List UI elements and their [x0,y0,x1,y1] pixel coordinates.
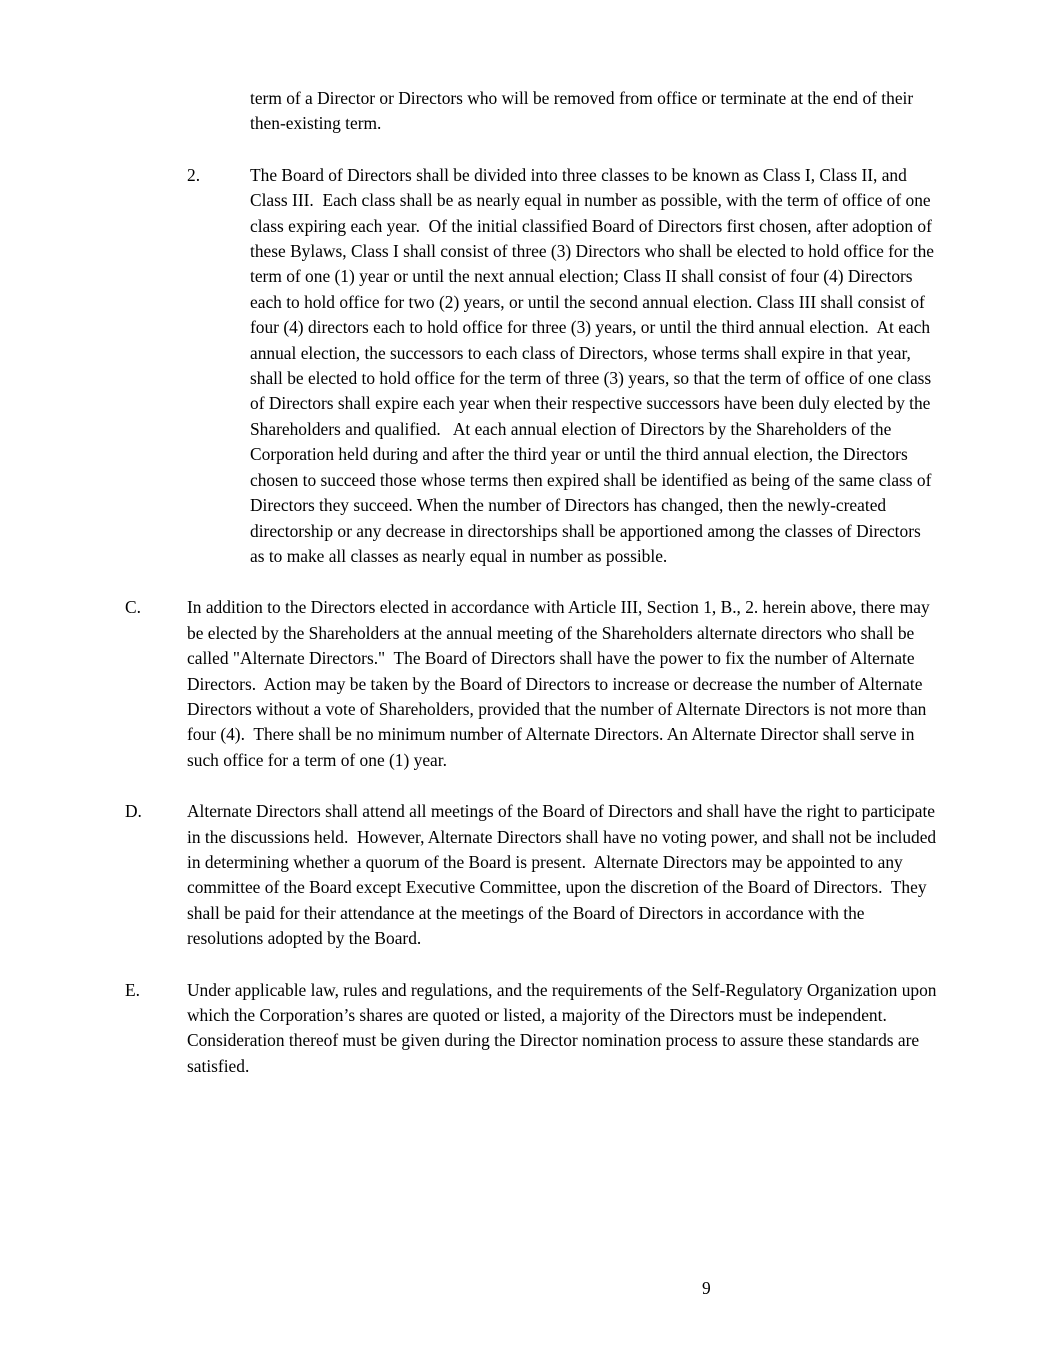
list-item-e [125,978,941,1080]
list-item-d [125,799,941,951]
item-text: In addition to the Directors elected in accordance with Article III, Section 1, B., 2. herein above, there may be elected by the Shareholders at the annual meeting of the Shareholders alternate directors who shall be called "Alternate Directors." The Board of Directors shall have the power to fix the number of Alternate Directors. Action may be taken by the Board of Directors to increase or decrease the number of Alternate Directors without a vote of Shareholders, provided that the number of Alternate Directors is not more than four (4). There shall be no minimum number of Alternate Directors. An Alternate Director shall serve in such office for a term of one (1) year. [187,597,935,770]
page-number: 9 [702,1278,711,1298]
item-text: Under applicable law, rules and regulations, and the requirements of the Self-Regulatory Organization upon which the Corporation’s shares are quoted or listed, a majority of the Directors must be independent. Consideration thereof must be given during the Director nomination process to assure these standards are satisfied. [187,979,941,1076]
item-label: 2. [187,164,201,185]
item-text: The Board of Directors shall be divided into three classes to be known as Class I, Class II, and Class III. Each class shall be as nearly equal in number as possible, with the term of office of one class expiring each year. Of the initial classified Board of Directors first chosen, after adoption of these Bylaws, Class I shall consist of three (3) Directors who shall be elected to hold office for the term of one (1) year or until the next annual election; Class II shall consist of four (4) Directors each to hold office for two (2) years, or until the second annual election. Class III shall consist of four (4) directors each to hold office for three (3) years, or until the third annual election. At each annual election, the successors to each class of Directors, whose terms shall expire in that year, shall be elected to hold office for the term of three (3) years, so that the term of office of one class of Directors shall expire each year when their respective successors have been duly elected by the Shareholders and qualified. At each annual election of Directors by the Shareholders of the Corporation held during and after the third year or until the third annual election, the Directors chosen to succeed those whose terms then expired shall be identified as being of the same class of Directors they succeed. When the number of Directors has changed, then the newly-created directorship or any decrease in directorships shall be apportioned among the classes of Directors as to make all classes as nearly equal in number as possible. [250,164,939,566]
paragraph-continuation: term of a Director or Directors who will be removed from office or terminate at the end of their then-existing term. [250,88,918,134]
document-body [0,86,1055,1079]
item-label: D. [125,801,142,822]
list-item-c [125,595,937,773]
list-item-2 [187,163,939,570]
item-label: C. [125,597,141,618]
item-label: E. [125,979,140,1000]
item-text: Alternate Directors shall attend all meetings of the Board of Directors and shall have the right to participate in the discussions held. However, Alternate Directors shall have no voting power, and shall not be included in determining whether a quorum of the Board is present. Alternate Directors may be appointed to any committee of the Board except Executive Committee, upon the discretion of the Board of Directors. They shall be paid for their attendance at the meetings of the Board of Directors in accordance with the resolutions adopted by the Board. [187,801,941,949]
